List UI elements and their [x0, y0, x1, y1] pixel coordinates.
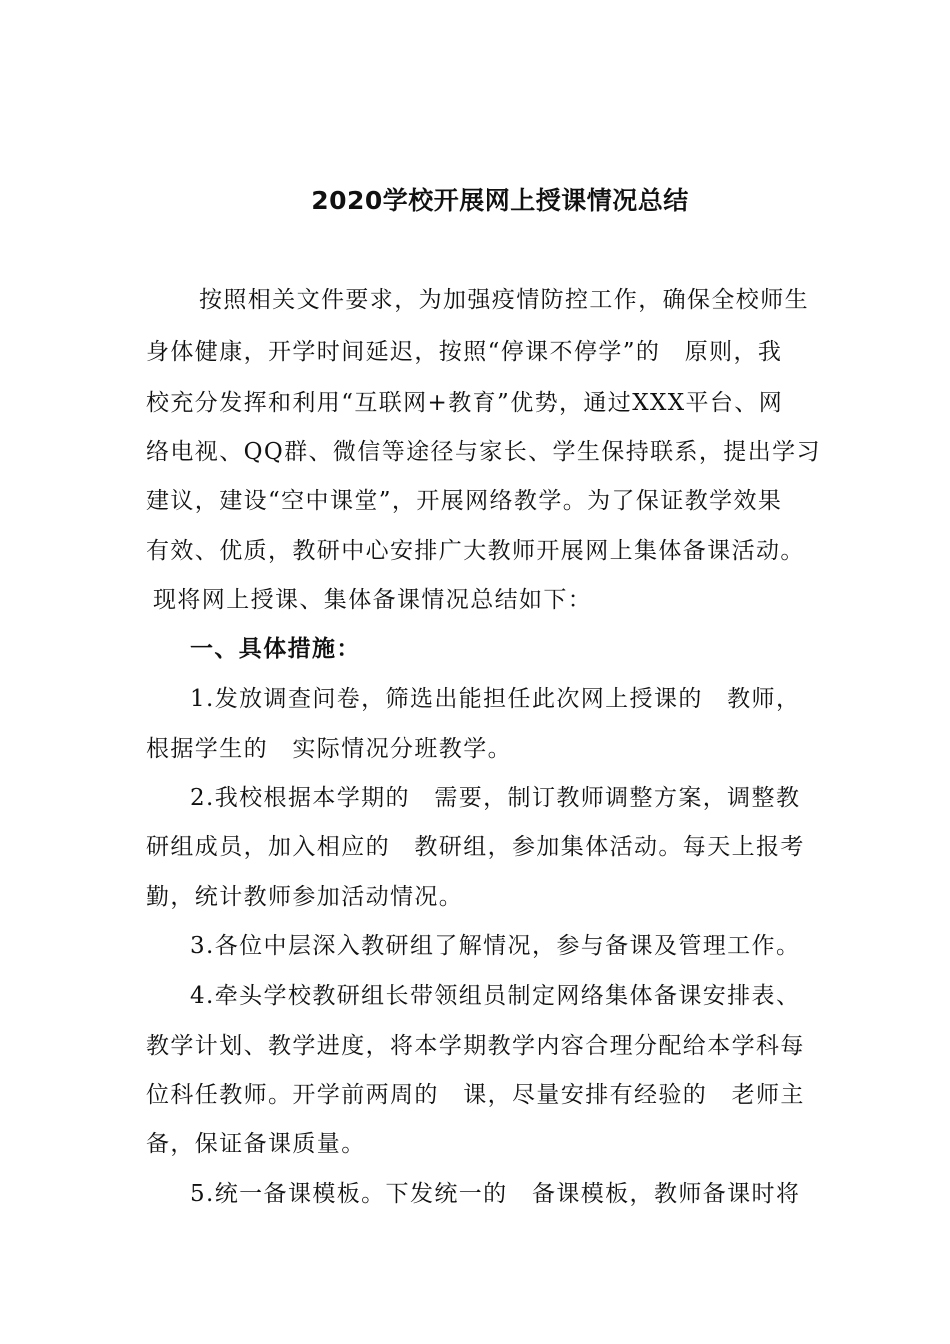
paragraph-line: 建议，建设“空中课堂”，开展网络教学。为了保证教学效果 — [146, 488, 783, 514]
paragraph-line: 备，保证备课质量。 — [146, 1131, 366, 1157]
paragraph-line: 3.各位中层深入教研组了解情况，参与备课及管理工作。 — [190, 933, 801, 959]
paragraph-line: 勤，统计教师参加活动情况。 — [146, 884, 464, 910]
paragraph-line: 2.我校根据本学期的 需要，制订教师调整方案，调整教 — [190, 785, 801, 811]
paragraph-line: 身体健康，开学时间延迟，按照“停课不停学”的 原则，我 — [146, 339, 783, 365]
paragraph-line: 校充分发挥和利用“互联网+教育”优势，通过XXX平台、网 — [146, 390, 784, 416]
paragraph-line: 位科任教师。开学前两周的 课，尽量安排有经验的 老师主 — [146, 1082, 805, 1108]
paragraph-line: 研组成员，加入相应的 教研组，参加集体活动。每天上报考 — [146, 834, 805, 860]
paragraph-line: 1.发放调查问卷，筛选出能担任此次网上授课的 教师， — [190, 686, 801, 712]
paragraph-line: 现将网上授课、集体备课情况总结如下： — [153, 587, 593, 613]
document-title: 2020学校开展网上授课情况总结 — [311, 186, 689, 215]
paragraph-line: 有效、优质，教研中心安排广大教师开展网上集体备课活动。 — [146, 538, 805, 564]
paragraph-line: 4.牵头学校教研组长带领组员制定网络集体备课安排表、 — [190, 983, 801, 1009]
section-heading: 一、具体措施： — [190, 636, 361, 662]
paragraph-line: 5.统一备课模板。下发统一的 备课模板，教师备课时将 — [190, 1181, 801, 1207]
paragraph-line: 络电视、QQ群、微信等途径与家长、学生保持联系，提出学习 — [146, 439, 821, 465]
paragraph-line: 教学计划、教学进度，将本学期教学内容合理分配给本学科每 — [146, 1033, 805, 1059]
paragraph-line: 按照相关文件要求，为加强疫情防控工作，确保全校师生 — [199, 287, 809, 313]
paragraph-line: 根据学生的 实际情况分班教学。 — [146, 736, 512, 762]
